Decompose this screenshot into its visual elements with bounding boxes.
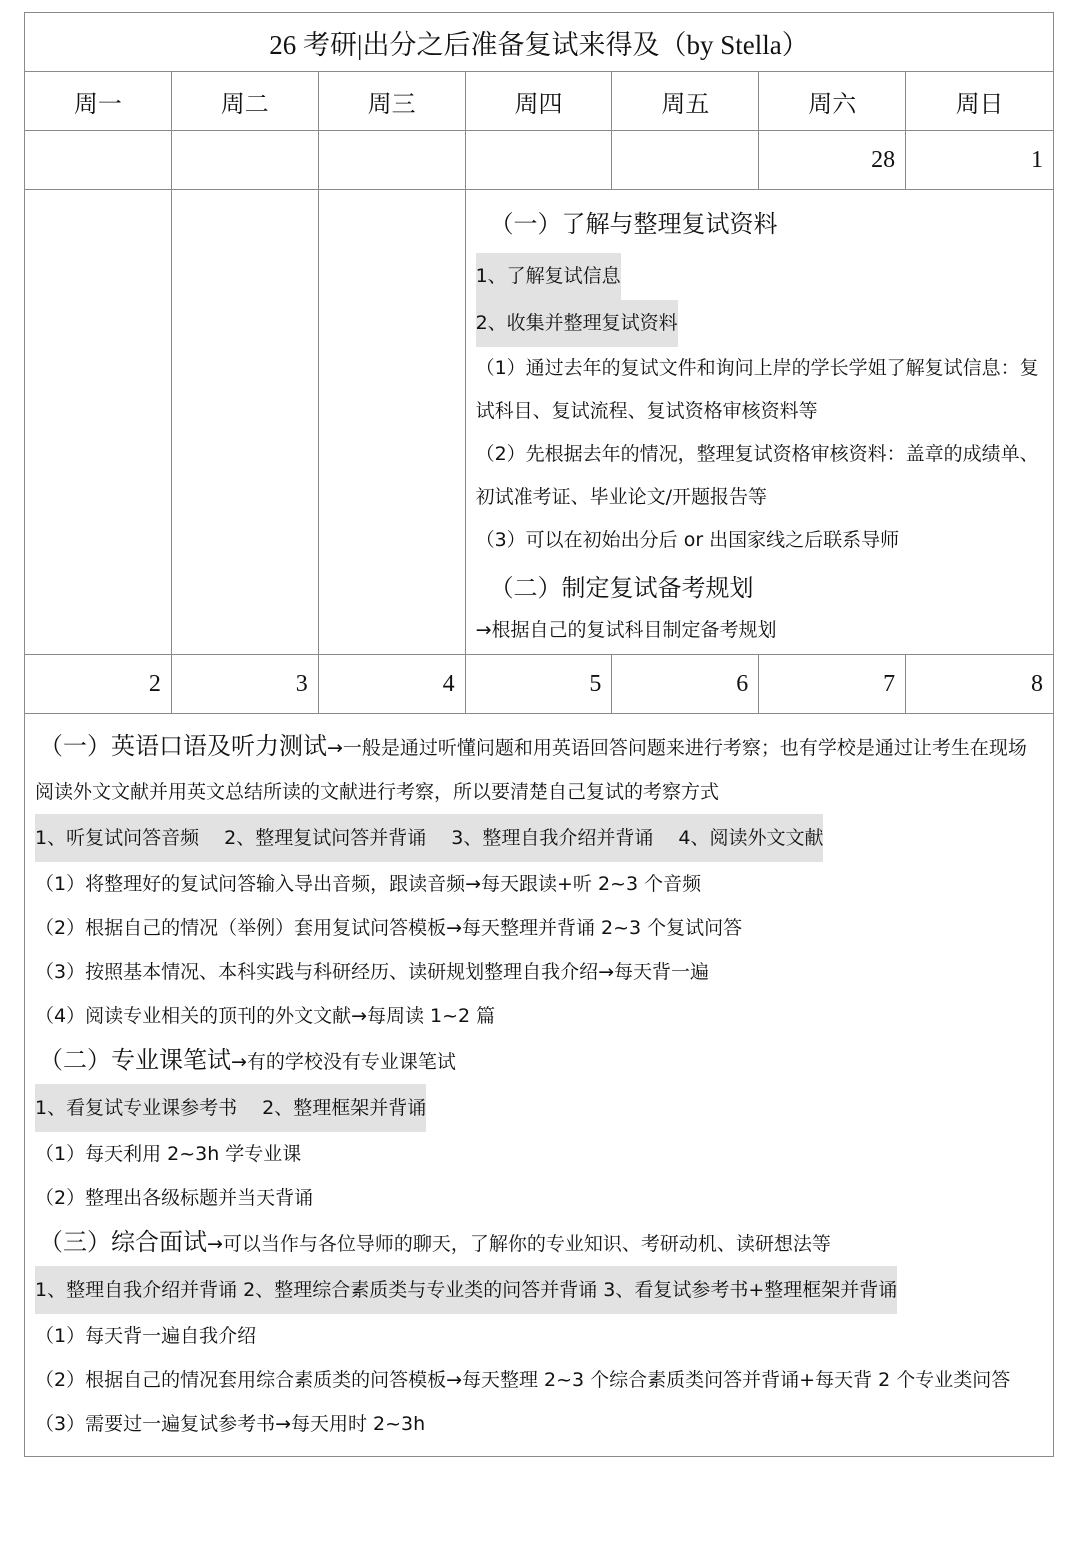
weekday-fri: 周五	[612, 72, 759, 131]
section-heading: （一）英语口语及听力测试	[39, 732, 327, 760]
section-heading: （二）制定复试备考规划	[489, 574, 754, 602]
sub-item: （2）根据自己的情况套用综合素质类的问答模板→每天整理 2~3 个综合素质类问答并背诵+每天背 2 个专业类问答	[35, 1369, 1011, 1391]
week2-date-row	[25, 655, 1053, 714]
sub-item: （3）可以在初始出分后 or 出国家线之后联系导师	[475, 529, 900, 551]
date-cell	[466, 131, 613, 190]
date-cell: 28	[759, 131, 906, 190]
section-desc: →一般是通过听懂问题和用英语回答问题来进行考察；也有学校是通过让考生在现场阅读外文文献并用英文总结所读的文献进行考察，所以要清楚自己复试的考察方式	[35, 737, 1027, 803]
empty-cell	[25, 190, 172, 654]
weekday-thu: 周四	[466, 72, 613, 131]
section-heading: （三）综合面试	[39, 1228, 207, 1256]
task-highlight: 1、看复试专业课参考书 2、整理框架并背诵	[35, 1084, 426, 1132]
date-cell	[612, 131, 759, 190]
sub-item: （1）将整理好的复试问答输入导出音频，跟读音频→每天跟读+听 2~3 个音频	[35, 873, 702, 895]
week1-content-row	[25, 190, 1053, 655]
section-heading: （一）了解与整理复试资料	[489, 210, 778, 238]
section-desc: →有的学校没有专业课笔试	[231, 1051, 456, 1073]
sub-item: （3）按照基本情况、本科实践与科研经历、读研规划整理自我介绍→每天背一遍	[35, 961, 710, 983]
sub-item: （1）通过去年的复试文件和询问上岸的学长学姐了解复试信息：复试科目、复试流程、复试资格审核资料等	[475, 357, 1039, 422]
empty-cell	[319, 190, 466, 654]
date-cell: 2	[25, 655, 172, 714]
week1-date-row	[25, 131, 1053, 190]
sub-item: （2）整理出各级标题并当天背诵	[35, 1187, 314, 1209]
sub-item: （2）先根据去年的情况，整理复试资格审核资料：盖章的成绩单、初试准考证、毕业论文/开题报告等	[475, 443, 1039, 508]
page-title: 26 考研|出分之后准备复试来得及（by Stella）	[25, 13, 1053, 72]
weekday-sun: 周日	[906, 72, 1053, 131]
task-highlight: 2、收集并整理复试资料	[476, 300, 678, 347]
weekday-wed: 周三	[319, 72, 466, 131]
sub-item: （4）阅读专业相关的顶刊的外文文献→每周读 1~2 篇	[35, 1005, 496, 1027]
date-cell	[172, 131, 319, 190]
date-cell: 5	[466, 655, 613, 714]
weekday-header-row	[25, 72, 1053, 131]
weekday-tue: 周二	[172, 72, 319, 131]
task-highlight: 1、听复试问答音频 2、整理复试问答并背诵 3、整理自我介绍并背诵 4、阅读外文文献	[35, 814, 823, 862]
sub-item: （2）根据自己的情况（举例）套用复试问答模板→每天整理并背诵 2~3 个复试问答	[35, 917, 743, 939]
week2-plan	[25, 714, 1053, 1456]
week1-plan	[466, 190, 1053, 654]
empty-cell	[172, 190, 319, 654]
sub-item: （1）每天背一遍自我介绍	[35, 1325, 257, 1347]
date-cell: 7	[759, 655, 906, 714]
date-cell: 6	[612, 655, 759, 714]
sub-item: （1）每天利用 2~3h 学专业课	[35, 1143, 302, 1165]
date-cell: 8	[906, 655, 1053, 714]
weekday-sat: 周六	[759, 72, 906, 131]
sub-item: （3）需要过一遍复试参考书→每天用时 2~3h	[35, 1413, 426, 1435]
section-heading: （二）专业课笔试	[39, 1046, 231, 1074]
section-desc: →可以当作与各位导师的聊天，了解你的专业知识、考研动机、读研想法等	[207, 1233, 831, 1255]
date-cell: 1	[906, 131, 1053, 190]
note: →根据自己的复试科目制定备考规划	[475, 619, 777, 641]
date-cell	[319, 131, 466, 190]
weekday-mon: 周一	[25, 72, 172, 131]
task-highlight: 1、整理自我介绍并背诵 2、整理综合素质类与专业类的问答并背诵 3、看复试参考书+整理框架并背诵	[35, 1266, 897, 1314]
task-highlight: 1、了解复试信息	[476, 253, 621, 300]
date-cell: 4	[319, 655, 466, 714]
date-cell: 3	[172, 655, 319, 714]
schedule-table	[24, 12, 1054, 1457]
date-cell	[25, 131, 172, 190]
